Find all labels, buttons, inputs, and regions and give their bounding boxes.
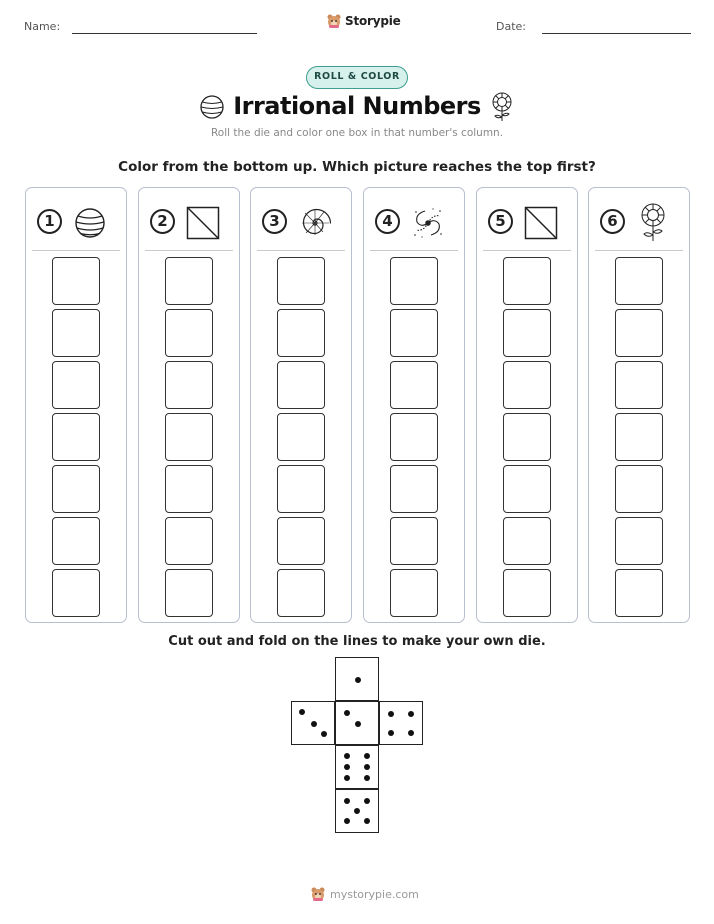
column-number: 4 — [375, 209, 400, 234]
color-box[interactable] — [165, 517, 213, 565]
color-box[interactable] — [52, 517, 100, 565]
color-box[interactable] — [165, 413, 213, 461]
color-box[interactable] — [165, 465, 213, 513]
bear-mascot-icon — [310, 886, 326, 902]
die-face-six — [335, 745, 379, 789]
subtitle: Roll the die and color one box in that number's column. — [210, 127, 504, 139]
sunflower-icon — [636, 202, 670, 242]
color-box[interactable] — [503, 309, 551, 357]
brand-name: Storypie — [345, 14, 401, 28]
date-line[interactable] — [542, 33, 691, 34]
column-number: 6 — [600, 209, 625, 234]
color-box[interactable] — [165, 569, 213, 617]
column-divider — [257, 250, 345, 251]
column-header — [589, 206, 689, 240]
die-face-four — [379, 701, 423, 745]
column-divider — [370, 250, 458, 251]
name-label: Name: — [24, 20, 61, 33]
color-box[interactable] — [615, 465, 663, 513]
column-header — [26, 206, 126, 240]
column-header — [139, 206, 239, 240]
color-box[interactable] — [277, 465, 325, 513]
die-pip — [344, 818, 350, 824]
color-box[interactable] — [503, 413, 551, 461]
die-pip — [388, 711, 394, 717]
column-number: 5 — [488, 209, 513, 234]
activity-badge: ROLL & COLOR — [306, 66, 408, 89]
column-number: 1 — [37, 209, 62, 234]
color-box[interactable] — [390, 257, 438, 305]
color-instruction: Color from the bottom up. Which picture reaches the top first? — [118, 159, 596, 175]
diagonal-square-icon — [524, 206, 558, 240]
color-box[interactable] — [277, 569, 325, 617]
footer — [310, 886, 419, 902]
sunflower-icon — [489, 92, 515, 122]
footer-url[interactable]: mystorypie.com — [330, 887, 419, 901]
die-pip — [364, 798, 370, 804]
color-box[interactable] — [165, 309, 213, 357]
die-pip — [364, 775, 370, 781]
spiral-galaxy-icon — [411, 206, 445, 240]
die-pip — [344, 753, 350, 759]
color-box[interactable] — [615, 257, 663, 305]
color-box[interactable] — [503, 517, 551, 565]
die-instruction: Cut out and fold on the lines to make your own die. — [168, 634, 546, 649]
color-box[interactable] — [615, 517, 663, 565]
column-6 — [588, 187, 690, 623]
color-box[interactable] — [390, 465, 438, 513]
color-box[interactable] — [52, 309, 100, 357]
color-box[interactable] — [615, 413, 663, 461]
color-box[interactable] — [52, 361, 100, 409]
die-pip — [344, 710, 350, 716]
color-box[interactable] — [390, 517, 438, 565]
column-divider — [483, 250, 571, 251]
date-label: Date: — [496, 20, 526, 33]
color-box[interactable] — [503, 257, 551, 305]
die-pip — [299, 709, 305, 715]
die-pip — [311, 721, 317, 727]
color-box[interactable] — [390, 569, 438, 617]
color-box[interactable] — [615, 569, 663, 617]
die-pip — [344, 764, 350, 770]
column-2 — [138, 187, 240, 623]
color-box[interactable] — [503, 569, 551, 617]
color-box[interactable] — [277, 309, 325, 357]
name-line[interactable] — [72, 33, 257, 34]
striped-sphere-icon — [73, 206, 107, 240]
die-pip — [364, 818, 370, 824]
column-header — [251, 206, 351, 240]
color-box[interactable] — [277, 517, 325, 565]
color-box[interactable] — [165, 257, 213, 305]
die-pip — [355, 677, 361, 683]
column-1 — [25, 187, 127, 623]
die-pip — [408, 711, 414, 717]
brand-logo — [326, 13, 401, 29]
column-3 — [250, 187, 352, 623]
color-box[interactable] — [277, 413, 325, 461]
die-pip — [344, 775, 350, 781]
column-number: 3 — [262, 209, 287, 234]
color-box[interactable] — [615, 309, 663, 357]
die-pip — [354, 808, 360, 814]
die-pip — [364, 764, 370, 770]
color-box[interactable] — [277, 257, 325, 305]
die-pip — [364, 753, 370, 759]
column-header — [477, 206, 577, 240]
column-header — [364, 206, 464, 240]
die-face-one — [335, 657, 379, 701]
bear-mascot-icon — [326, 13, 342, 29]
color-box[interactable] — [503, 361, 551, 409]
color-box[interactable] — [52, 257, 100, 305]
color-box[interactable] — [52, 465, 100, 513]
color-box[interactable] — [277, 361, 325, 409]
die-face-five — [335, 789, 379, 833]
die-face-one — [335, 701, 379, 745]
column-divider — [595, 250, 683, 251]
column-5 — [476, 187, 578, 623]
diagonal-square-icon — [186, 206, 220, 240]
page-title: Irrational Numbers — [233, 92, 481, 120]
color-box[interactable] — [165, 361, 213, 409]
die-face-three — [291, 701, 335, 745]
color-box[interactable] — [390, 309, 438, 357]
column-4 — [363, 187, 465, 623]
color-box[interactable] — [503, 465, 551, 513]
die-pip — [388, 730, 394, 736]
die-pip — [344, 798, 350, 804]
color-box[interactable] — [52, 569, 100, 617]
column-divider — [32, 250, 120, 251]
die-pip — [321, 731, 327, 737]
die-pip — [355, 721, 361, 727]
color-box[interactable] — [52, 413, 100, 461]
color-box[interactable] — [615, 361, 663, 409]
color-box[interactable] — [390, 361, 438, 409]
column-number: 2 — [150, 209, 175, 234]
nautilus-shell-icon — [298, 206, 332, 240]
column-divider — [145, 250, 233, 251]
die-pip — [408, 730, 414, 736]
color-box[interactable] — [390, 413, 438, 461]
